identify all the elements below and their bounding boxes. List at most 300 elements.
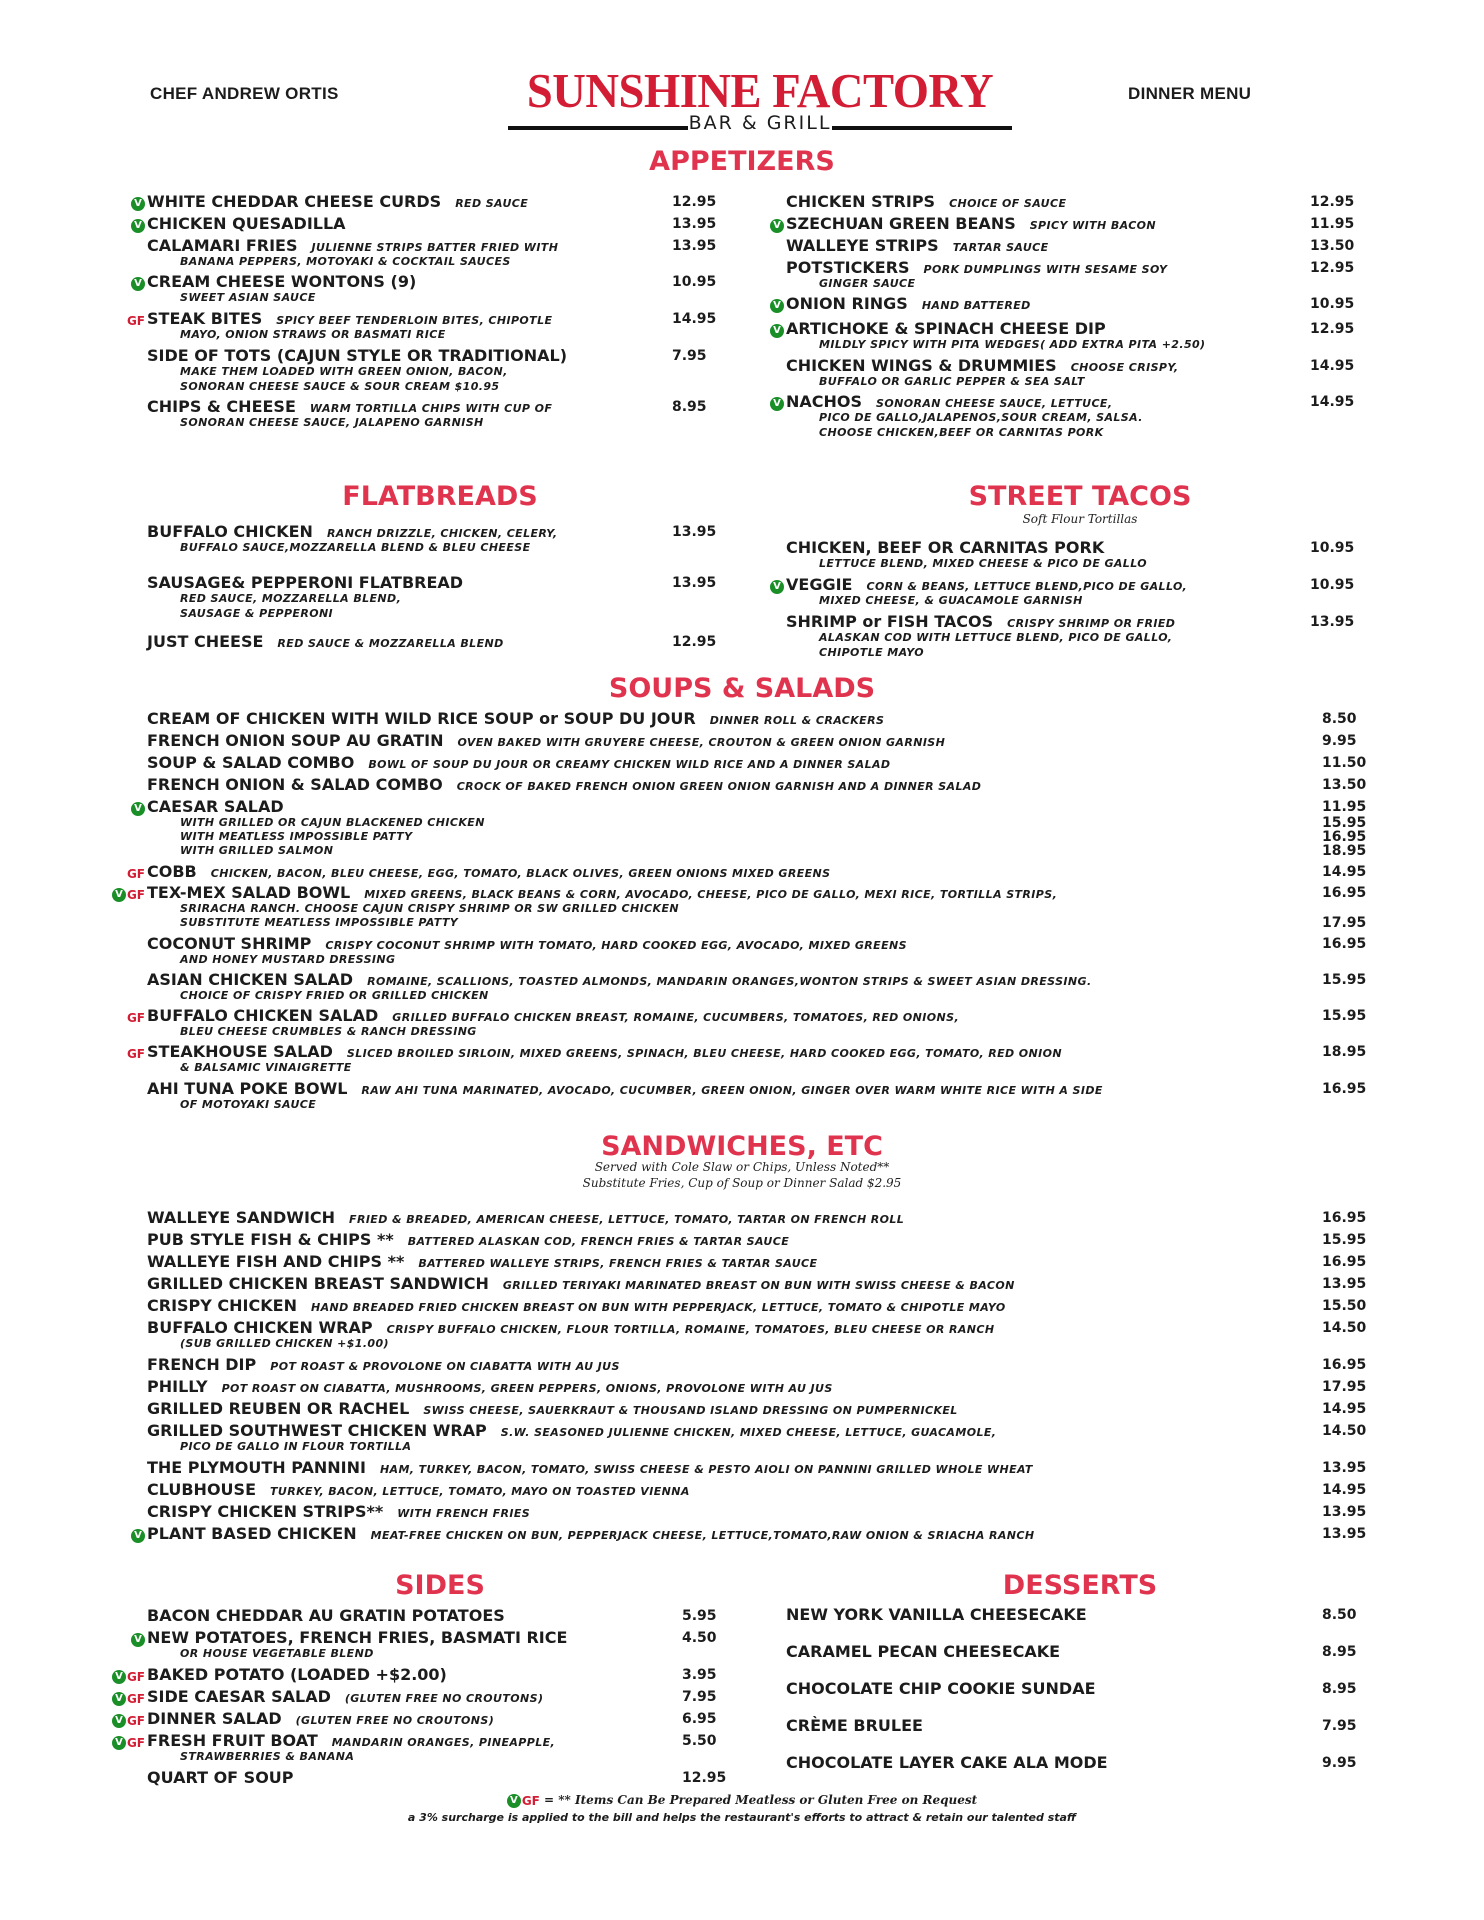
menu-item [786,538,1104,557]
item-description: TARTAR SAUCE [952,241,1049,254]
item-badge [131,798,145,817]
item-price: 9.95 [1322,733,1357,749]
menu-item [147,192,528,211]
chef-name: CHEF ANDREW ORTIS [150,84,339,103]
item-name: STEAKHOUSE SALAD [147,1042,333,1061]
vegetarian-icon: V [131,1529,145,1543]
menu-item [147,1296,1006,1315]
item-name: WHITE CHEDDAR CHEESE CURDS [147,192,442,211]
item-name: BUFFALO CHICKEN SALAD [147,1006,379,1025]
item-badge [770,295,784,314]
item-price: 13.95 [1322,1504,1367,1520]
item-price: 16.95 [1322,1357,1367,1373]
item-price: 5.95 [682,1608,717,1624]
item-name: VEGGIE [786,575,853,594]
item-description: ROMAINE, SCALLIONS, TOASTED ALMONDS, MANDARIN ORANGES,WONTON STRIPS & SWEET ASIAN DRESSING. [367,975,1092,988]
item-price: 10.95 [1310,577,1355,593]
vegetarian-icon: V [131,277,145,291]
item-name: SOUP & SALAD COMBO [147,753,355,772]
desserts-heading: DESSERTS [1002,1570,1158,1601]
menu-item [147,934,907,953]
vegetarian-icon: V [112,1670,126,1684]
item-description: SLICED BROILED SIRLOIN, MIXED GREENS, SPINACH, BLEU CHEESE, HARD COOKED EGG, TOMATO, RED ONION [346,1047,1062,1060]
menu-item [147,1458,1033,1477]
item-price: 12.95 [1310,260,1355,276]
item-name: NACHOS [786,392,863,411]
item-description: CRISPY BUFFALO CHICKEN, FLOUR TORTILLA, ROMAINE, TOMATOES, BLEU CHEESE OR RANCH [386,1323,995,1336]
vegetarian-icon: V [770,397,784,411]
item-name: CREAM CHEESE WONTONS (9) [147,272,417,291]
item-badge [112,1666,145,1685]
item-price: 10.95 [672,274,717,290]
item-description-line-2: BUFFALO OR GARLIC PEPPER & SEA SALT [819,375,1085,388]
menu-item [147,522,557,541]
dessert-name: CARAMEL PECAN CHEESECAKE [786,1642,1061,1661]
item-description: GRILLED TERIYAKI MARINATED BREAST ON BUN WITH SWISS CHEESE & BACON [502,1279,1015,1292]
item-description: BOWL OF SOUP DU JOUR OR CREAMY CHICKEN WILD RICE AND A DINNER SALAD [368,758,891,771]
dessert-price: 8.50 [1322,1607,1357,1623]
item-description-line-2: PICO DE GALLO,JALAPENOS,SOUR CREAM, SALSA. [819,411,1143,424]
item-description: HAND BATTERED [921,299,1031,312]
menu-item [147,731,945,750]
item-description: MANDARIN ORANGES, PINEAPPLE, [331,1736,556,1749]
item-name: CHIPS & CHEESE [147,397,296,416]
menu-item [147,1709,494,1728]
caesar-option-price: 18.95 [1322,843,1367,859]
menu-item [147,397,552,416]
item-name: CRISPY CHICKEN STRIPS** [147,1502,384,1521]
item-description-line-2: MAYO, ONION STRAWS OR BASMATI RICE [180,328,446,341]
vegetarian-icon: V [112,1714,126,1728]
menu-item [147,272,416,291]
item-badge [770,215,784,234]
item-description: RANCH DRIZZLE, CHICKEN, CELERY, [326,527,558,540]
item-price: 8.50 [1322,711,1357,727]
item-name: ONION RINGS [786,294,908,313]
caesar-option-price: 15.95 [1322,815,1367,831]
item-price: 7.95 [682,1689,717,1705]
item-description: TURKEY, BACON, LETTUCE, TOMATO, MAYO ON TOASTED VIENNA [270,1485,690,1498]
item-description: RAW AHI TUNA MARINATED, AVOCADO, CUCUMBER, GREEN ONION, GINGER OVER WARM WHITE RICE WITH A SIDE [361,1084,1103,1097]
gluten-free-icon: GF [126,887,145,902]
vegetarian-icon: V [112,888,126,902]
item-description: RED SAUCE [455,197,529,210]
tex-mex-meatless-price: 17.95 [1322,915,1367,931]
gluten-free-icon: GF [126,1735,145,1750]
item-price: 13.95 [672,216,717,232]
item-description: CHOOSE CRISPY, [1070,361,1179,374]
menu-item [147,573,463,592]
item-description-line-3: CHIPOTLE MAYO [819,646,924,659]
menu-item [786,192,1066,211]
item-description: PORK DUMPLINGS WITH SESAME SOY [923,263,1168,276]
item-name: BUFFALO CHICKEN WRAP [147,1318,373,1337]
menu-item [147,1524,1034,1543]
vegetarian-icon: V [131,1633,145,1647]
item-description: DINNER ROLL & CRACKERS [709,714,885,727]
item-description-line-2: MIXED CHEESE, & GUACAMOLE GARNISH [819,594,1083,607]
item-price: 3.95 [682,1667,717,1683]
menu-item [147,753,890,772]
brand-subtitle [508,112,1012,132]
dessert-name: CRÈME BRULEE [786,1716,923,1735]
item-description-line-2: RED SAUCE, MOZZARELLA BLEND, [180,592,402,605]
item-description: SPICY WITH BACON [1029,219,1157,232]
menu-item [147,1606,505,1625]
sandwiches-note-1: Served with Cole Slaw or Chips, Unless Noted** [594,1160,890,1174]
item-description: CHOICE OF SAUCE [949,197,1067,210]
menu-item [147,632,504,651]
item-name: FRENCH ONION & SALAD COMBO [147,775,443,794]
item-price: 15.50 [1322,1298,1367,1314]
item-price: 14.95 [1322,1401,1367,1417]
item-name: CALAMARI FRIES [147,236,298,255]
menu-item [147,1355,620,1374]
dessert-name: CHOCOLATE CHIP COOKIE SUNDAE [786,1679,1096,1698]
item-badge [131,1525,145,1544]
menu-item [147,1480,690,1499]
item-description: MEAT-FREE CHICKEN ON BUN, PEPPERJACK CHEESE, LETTUCE,TOMATO,RAW ONION & SRIACHA RANCH [370,1529,1035,1542]
item-price: 4.50 [682,1630,717,1646]
item-description: CRISPY COCONUT SHRIMP WITH TOMATO, HARD COOKED EGG, AVOCADO, MIXED GREENS [325,939,907,952]
item-name: GRILLED CHICKEN BREAST SANDWICH [147,1274,489,1293]
item-name: GRILLED REUBEN OR RACHEL [147,1399,410,1418]
menu-item [147,775,981,794]
menu-item [147,236,558,255]
menu-item [147,346,567,365]
item-name: CRISPY CHICKEN [147,1296,297,1315]
item-description-line-2: (SUB GRILLED CHICKEN +$1.00) [180,1337,389,1350]
item-description-line-2: BANANA PEPPERS, MOTOYAKI & COCKTAIL SAUCES [180,255,511,268]
item-price: 18.95 [1322,1044,1367,1060]
item-description-line-2: PICO DE GALLO IN FLOUR TORTILLA [180,1440,412,1453]
dessert-price: 7.95 [1322,1718,1357,1734]
vegetarian-icon: V [770,580,784,594]
menu-item [786,294,1031,313]
item-name: COBB [147,862,197,881]
salad-description-line: SUBSTITUTE MEATLESS IMPOSSIBLE PATTY [180,916,459,929]
item-name: CHICKEN WINGS & DRUMMIES [786,356,1057,375]
surcharge-note: a 3% surcharge is applied to the bill and helps the restaurant's efforts to attract & retain our talented staff [407,1811,1077,1824]
item-name: POTSTICKERS [786,258,910,277]
menu-item [786,392,1112,411]
salad-description-line: CHOICE OF CRISPY FRIED OR GRILLED CHICKEN [180,989,489,1002]
vegetarian-icon: V [770,299,784,313]
menu-item [147,1006,959,1025]
item-price: 10.95 [1310,296,1355,312]
salad-description-line: AND HONEY MUSTARD DRESSING [180,953,396,966]
item-name: DINNER SALAD [147,1709,282,1728]
item-name: QUART OF SOUP [147,1768,294,1787]
item-badge [770,393,784,412]
item-description: CRISPY SHRIMP OR FRIED [1007,617,1176,630]
sandwiches-note-2: Substitute Fries, Cup of Soup or Dinner Salad $2.95 [582,1176,902,1190]
item-name: CLUBHOUSE [147,1480,256,1499]
menu-item [786,319,1106,338]
brand-title: SUNSHINE FACTORY [526,63,994,118]
salad-description-line: SRIRACHA RANCH. CHOOSE CAJUN CRISPY SHRIMP OR SW GRILLED CHICKEN [180,902,679,915]
item-name: SHRIMP or FISH TACOS [786,612,994,631]
item-badge [770,320,784,339]
item-price: 12.95 [672,634,717,650]
item-name: CHICKEN, BEEF OR CARNITAS PORK [786,538,1105,557]
dessert-price: 8.95 [1322,1644,1357,1660]
gluten-free-icon: GF [126,866,145,881]
street-tacos-subtitle: Soft Flour Tortillas [1022,512,1138,526]
item-name: WALLEYE SANDWICH [147,1208,336,1227]
menu-item [147,883,1057,902]
item-description: RED SAUCE & MOZZARELLA BLEND [277,637,504,650]
item-price: 16.95 [1322,1210,1367,1226]
item-description-line-2: MILDLY SPICY WITH PITA WEDGES( ADD EXTRA PITA +2.50) [819,338,1206,351]
item-description: (GLUTEN FREE NO CROUTONS) [295,1714,495,1727]
item-name: JUST CHEESE [147,632,264,651]
item-price: 14.50 [1322,1320,1367,1336]
item-name: SZECHUAN GREEN BEANS [786,214,1016,233]
item-price: 13.50 [1310,238,1355,254]
item-name: PLANT BASED CHICKEN [147,1524,357,1543]
salad-description-line: OF MOTOYAKI SAUCE [180,1098,317,1111]
item-name: BUFFALO CHICKEN [147,522,313,541]
brand-subtitle-text: BAR & GRILL [688,112,832,134]
item-badge [131,215,145,234]
item-description: BATTERED WALLEYE STRIPS, FRENCH FRIES & TARTAR SAUCE [418,1257,818,1270]
menu-item [147,862,831,881]
item-badge [770,576,784,595]
item-description: S.W. SEASONED JULIENNE CHICKEN, MIXED CHEESE, LETTUCE, GUACAMOLE, [500,1426,997,1439]
item-price: 13.95 [1310,614,1355,630]
item-price: 10.95 [1310,540,1355,556]
dessert-name: NEW YORK VANILLA CHEESECAKE [786,1605,1087,1624]
menu-item [147,1421,996,1440]
menu-item [786,236,1049,255]
menu-item [147,1252,817,1271]
vegetarian-icon: V [112,1736,126,1750]
menu-item [147,709,884,728]
item-description-line-2: BUFFALO SAUCE,MOZZARELLA BLEND & BLEU CHEESE [180,541,531,554]
item-description-line-2: GINGER SAUCE [819,277,916,290]
item-price: 13.95 [1322,1276,1367,1292]
caesar-option: WITH GRILLED SALMON [180,844,334,857]
item-description-line-2: ALASKAN COD WITH LETTUCE BLEND, PICO DE GALLO, [819,631,1173,644]
item-price: 11.95 [1322,799,1367,815]
item-badge [112,1732,145,1751]
item-name: TEX-MEX SALAD BOWL [147,883,351,902]
item-price: 15.95 [1322,972,1367,988]
item-name: BACON CHEDDAR AU GRATIN POTATOES [147,1606,505,1625]
caesar-option: WITH MEATLESS IMPOSSIBLE PATTY [180,830,413,843]
item-name: PUB STYLE FISH & CHIPS ** [147,1230,394,1249]
item-description: CORN & BEANS, LETTUCE BLEND,PICO DE GALLO, [866,580,1188,593]
vegetarian-icon: V [507,1794,521,1808]
item-description-line-2: STRAWBERRIES & BANANA [180,1750,355,1763]
item-name: WALLEYE FISH AND CHIPS ** [147,1252,405,1271]
item-price: 17.95 [1322,1379,1367,1395]
item-price: 8.95 [672,399,707,415]
sides-heading: SIDES [395,1570,485,1601]
item-name: CHICKEN QUESADILLA [147,214,346,233]
item-price: 14.50 [1322,1423,1367,1439]
salad-description-line: BLEU CHEESE CRUMBLES & RANCH DRESSING [180,1025,477,1038]
menu-item [147,1318,994,1337]
item-name: STEAK BITES [147,309,263,328]
item-price: 11.50 [1322,755,1367,771]
gluten-free-icon: GF [126,313,145,328]
item-name: GRILLED SOUTHWEST CHICKEN WRAP [147,1421,487,1440]
item-name: BAKED POTATO (LOADED +$2.00) [147,1665,447,1684]
dessert-name: CHOCOLATE LAYER CAKE ALA MODE [786,1753,1108,1772]
menu-item [147,1042,1062,1061]
item-badge [112,1710,145,1729]
item-description: (GLUTEN FREE NO CROUTONS) [344,1692,544,1705]
menu-type: DINNER MENU [1128,84,1252,103]
item-badge [126,1043,145,1062]
vegetarian-icon: V [131,802,145,816]
item-description: OVEN BAKED WITH GRUYERE CHEESE, CROUTON & GREEN ONION GARNISH [457,736,946,749]
menu-item [147,1665,447,1684]
menu-item [786,214,1156,233]
item-price: 16.95 [1322,885,1367,901]
item-badge [131,193,145,212]
dessert-price: 9.95 [1322,1755,1357,1771]
item-name: PHILLY [147,1377,208,1396]
item-price: 16.95 [1322,1254,1367,1270]
item-price: 12.95 [1310,194,1355,210]
item-description: GRILLED BUFFALO CHICKEN BREAST, ROMAINE, CUCUMBERS, TOMATOES, RED ONIONS, [392,1011,960,1024]
flatbreads-heading: FLATBREADS [342,481,538,512]
gluten-free-icon: GF [521,1793,540,1808]
menu-item [147,309,552,328]
item-price: 15.95 [1322,1008,1367,1024]
sandwiches-heading: SANDWICHES, ETC [601,1131,883,1162]
item-description-line-3: SAUSAGE & PEPPERONI [180,607,334,620]
item-price: 15.95 [1322,1232,1367,1248]
gluten-free-icon: GF [126,1669,145,1684]
item-price: 6.95 [682,1711,717,1727]
item-price: 7.95 [672,348,707,364]
menu-item [786,356,1179,375]
item-description-line-2: MAKE THEM LOADED WITH GREEN ONION, BACON, [180,365,508,378]
menu-item [786,612,1175,631]
item-name: ARTICHOKE & SPINACH CHEESE DIP [786,319,1106,338]
item-description: JULIENNE STRIPS BATTER FRIED WITH [311,241,559,254]
legend-text: = ** Items Can Be Prepared Meatless or Gluten Free on Request [539,1793,978,1807]
item-description: WARM TORTILLA CHIPS WITH CUP OF [309,402,553,415]
item-description-line-3: CHOOSE CHICKEN,BEEF OR CARNITAS PORK [819,426,1104,439]
menu-item [147,1768,294,1787]
item-name: CAESAR SALAD [147,797,284,816]
item-description: HAND BREADED FRIED CHICKEN BREAST ON BUN WITH PEPPERJACK, LETTUCE, TOMATO & CHIPOTLE MAYO [310,1301,1006,1314]
menu-item [147,1208,904,1227]
legend-line [0,1793,1484,1808]
menu-item [147,1731,555,1750]
item-price: 14.95 [672,311,717,327]
vegetarian-icon: V [131,219,145,233]
dessert-price: 8.95 [1322,1681,1357,1697]
salad-description-line: & BALSAMIC VINAIGRETTE [180,1061,352,1074]
item-price: 14.95 [1310,358,1355,374]
menu-item [147,1377,833,1396]
item-badge [126,1007,145,1026]
item-name: NEW POTATOES, FRENCH FRIES, BASMATI RICE [147,1628,568,1647]
item-price: 13.95 [672,238,717,254]
item-description: WITH FRENCH FRIES [397,1507,531,1520]
item-name: COCONUT SHRIMP [147,934,312,953]
menu-item [147,1687,543,1706]
item-badge [126,863,145,882]
caesar-option: WITH GRILLED OR CAJUN BLACKENED CHICKEN [180,816,485,829]
item-price: 16.95 [1322,936,1367,952]
item-description: MIXED GREENS, BLACK BEANS & CORN, AVOCADO, CHEESE, PICO DE GALLO, MEXI RICE, TORTILLA STRIPS, [364,888,1058,901]
item-price: 14.95 [1322,1482,1367,1498]
item-name: ASIAN CHICKEN SALAD [147,970,354,989]
item-description: POT ROAST & PROVOLONE ON CIABATTA WITH AU JUS [270,1360,620,1373]
street-tacos-heading: STREET TACOS [968,481,1192,512]
vegetarian-icon: V [112,1692,126,1706]
item-badge [131,273,145,292]
item-name: WALLEYE STRIPS [786,236,939,255]
item-price: 16.95 [1322,1081,1367,1097]
item-description-line-2: OR HOUSE VEGETABLE BLEND [180,1647,374,1660]
item-name: FRESH FRUIT BOAT [147,1731,318,1750]
item-badge [126,310,145,329]
item-description: POT ROAST ON CIABATTA, MUSHROOMS, GREEN PEPPERS, ONIONS, PROVOLONE WITH AU JUS [221,1382,833,1395]
item-badge [112,884,145,903]
item-price: 13.50 [1322,777,1367,793]
menu-item [786,258,1167,277]
menu-item [147,1399,958,1418]
item-price: 13.95 [1322,1526,1367,1542]
menu-item [147,970,1092,989]
item-description-line-2: SWEET ASIAN SAUCE [180,291,316,304]
item-name: AHI TUNA POKE BOWL [147,1079,348,1098]
gluten-free-icon: GF [126,1691,145,1706]
item-description: CHICKEN, BACON, BLEU CHEESE, EGG, TOMATO, BLACK OLIVES, GREEN ONIONS MIXED GREENS [210,867,831,880]
item-price: 13.95 [1322,1460,1367,1476]
menu-item [147,1502,530,1521]
menu-item [147,1079,1103,1098]
item-badge [112,1688,145,1707]
item-name: SAUSAGE& PEPPERONI FLATBREAD [147,573,464,592]
item-description-line-2: LETTUCE BLEND, MIXED CHEESE & PICO DE GALLO [819,557,1147,570]
item-price: 13.95 [672,524,717,540]
item-price: 14.95 [1310,394,1355,410]
menu-item [786,575,1187,594]
menu-item [147,1274,1015,1293]
item-price: 12.95 [682,1770,727,1786]
item-description: SPICY BEEF TENDERLOIN BITES, CHIPOTLE [276,314,553,327]
menu-item [147,797,284,816]
item-description: BATTERED ALASKAN COD, FRENCH FRIES & TARTAR SAUCE [407,1235,790,1248]
vegetarian-icon: V [131,197,145,211]
item-name: THE PLYMOUTH PANNINI [147,1458,366,1477]
menu-item [147,214,346,233]
item-price: 13.95 [672,575,717,591]
item-badge [131,1629,145,1648]
item-name: FRENCH DIP [147,1355,257,1374]
caesar-option-price: 16.95 [1322,829,1367,845]
menu-item [147,1230,789,1249]
gluten-free-icon: GF [126,1046,145,1061]
item-description-line-2: SONORAN CHEESE SAUCE, JALAPENO GARNISH [180,416,484,429]
item-price: 5.50 [682,1733,717,1749]
item-name: SIDE CAESAR SALAD [147,1687,331,1706]
item-name: SIDE OF TOTS (CAJUN STYLE OR TRADITIONAL) [147,346,568,365]
item-name: CHICKEN STRIPS [786,192,936,211]
item-description-line-3: SONORAN CHEESE SAUCE & SOUR CREAM $10.95 [180,380,500,393]
item-name: FRENCH ONION SOUP AU GRATIN [147,731,444,750]
vegetarian-icon: V [770,219,784,233]
